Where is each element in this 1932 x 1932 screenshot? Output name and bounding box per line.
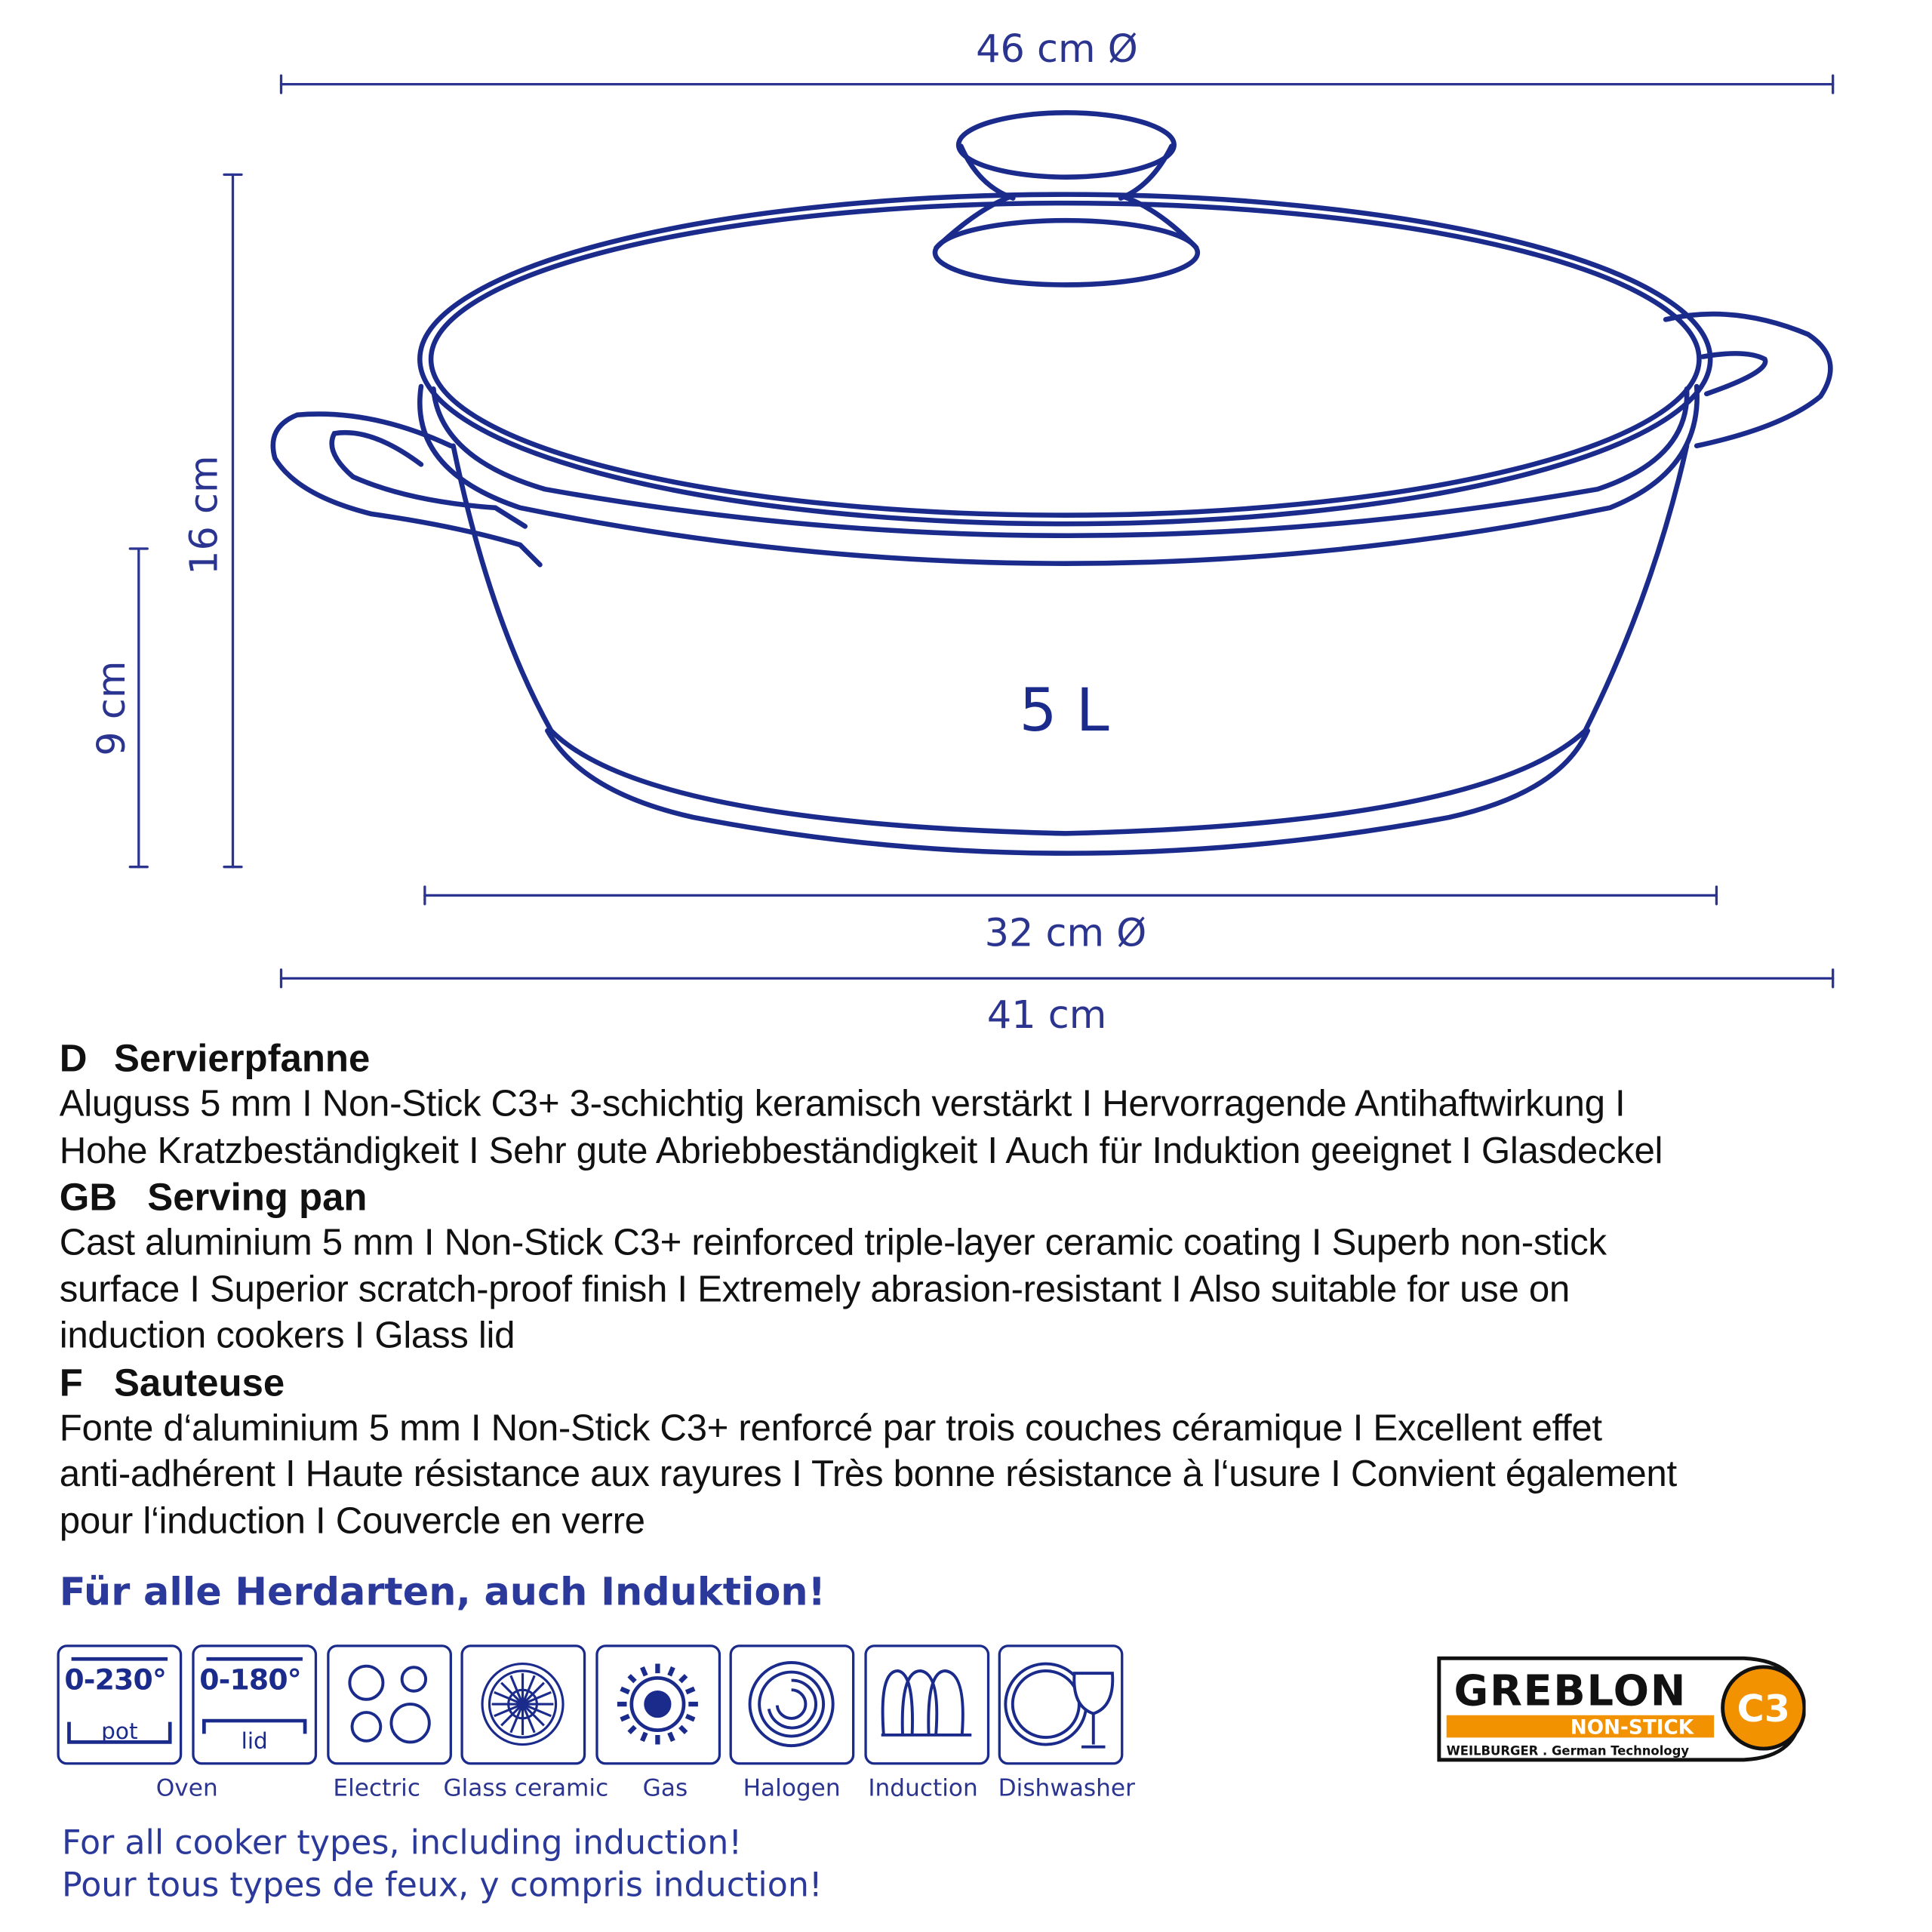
badge-brand: GREBLON [1454,1666,1687,1716]
description-de [60,1035,1905,1174]
language-code: D [59,1036,88,1080]
footer-french: Pour tous types de feux, y compris induction! [62,1866,823,1905]
gas-label: Gas [642,1774,688,1802]
description-line: anti-adhérent I Haute résistance aux rayures I Très bonne résistance à l‘usure I Convient également [59,1454,1677,1495]
description-gb [60,1174,1905,1359]
greblon-badge [1434,1651,1805,1768]
gas-burner-icon [595,1644,721,1764]
halogen-label: Halogen [743,1774,841,1802]
base-diameter-label: 32 cm Ø [984,911,1147,956]
description-heading [60,1035,1905,1081]
oven-lid-label: lid [241,1728,268,1755]
product-title: Serving pan [147,1175,368,1219]
product-title: Sauteuse [113,1360,285,1404]
halogen-icon [730,1644,855,1764]
product-title: Servierpfanne [113,1036,371,1080]
electric-hob-icon [327,1644,452,1764]
description-line: Hohe Kratzbeständigkeit I Sehr gute Abriebbeständigkeit I Auch für Induktion geeignet I Glasdeckel [59,1130,1663,1171]
oven-lid-temperature: 0-180° [199,1664,301,1697]
description-line: surface I Superior scratch-proof finish I Extremely abrasion-resistant I Also suitable for use on [59,1269,1570,1310]
dishwasher-label: Dishwasher [998,1774,1135,1802]
cooker-types-headline: Für alle Herdarten, auch Induktion! [59,1570,826,1615]
total-height-label: 16 cm [182,455,227,575]
descriptions [60,1035,1905,1544]
description-line: induction cookers I Glass lid [59,1315,515,1356]
handle-width-label: 41 cm [986,993,1107,1038]
oven-pot-label: pot [101,1718,138,1746]
description-fr [60,1359,1905,1544]
oven-label: Oven [155,1774,218,1802]
description-line: Cast aluminium 5 mm I Non-Stick C3+ reinforced triple-layer ceramic coating I Superb non-stick [59,1222,1607,1263]
induction-label: Induction [868,1774,978,1802]
oven-pot-icon [57,1644,182,1764]
dishwasher-icon [998,1644,1124,1764]
language-code: GB [59,1175,118,1219]
induction-icon [864,1644,989,1764]
description-line: pour l‘induction I Couvercle en verre [59,1500,645,1542]
language-code: F [59,1360,83,1404]
glass-ceramic-label: Glass ceramic [443,1774,609,1802]
glass-ceramic-icon [460,1644,586,1764]
oven-pot-temperature: 0-230° [64,1664,166,1697]
badge-coating: NON-STICK [1570,1716,1694,1740]
description-line: Fonte d‘aluminium 5 mm I Non-Stick C3+ renforcé par trois couches céramique I Excellent effet [59,1407,1602,1449]
badge-maker: WEILBURGER . German Technology [1446,1743,1690,1758]
lid-diameter-label: 46 cm Ø [976,27,1138,72]
description-line: Aluguss 5 mm I Non-Stick C3+ 3-schichtig keramisch verstärkt I Hervorragende Antihaftwirkung I [59,1083,1626,1125]
description-heading [60,1359,1905,1405]
badge-grade: C3 [1737,1686,1790,1730]
electric-label: Electric [333,1774,420,1802]
description-heading [60,1174,1905,1220]
oven-lid-icon [192,1644,317,1764]
footer-english: For all cooker types, including induction! [62,1824,743,1863]
pan-height-label: 9 cm [89,660,134,756]
capacity-label: 5 L [1019,675,1109,746]
